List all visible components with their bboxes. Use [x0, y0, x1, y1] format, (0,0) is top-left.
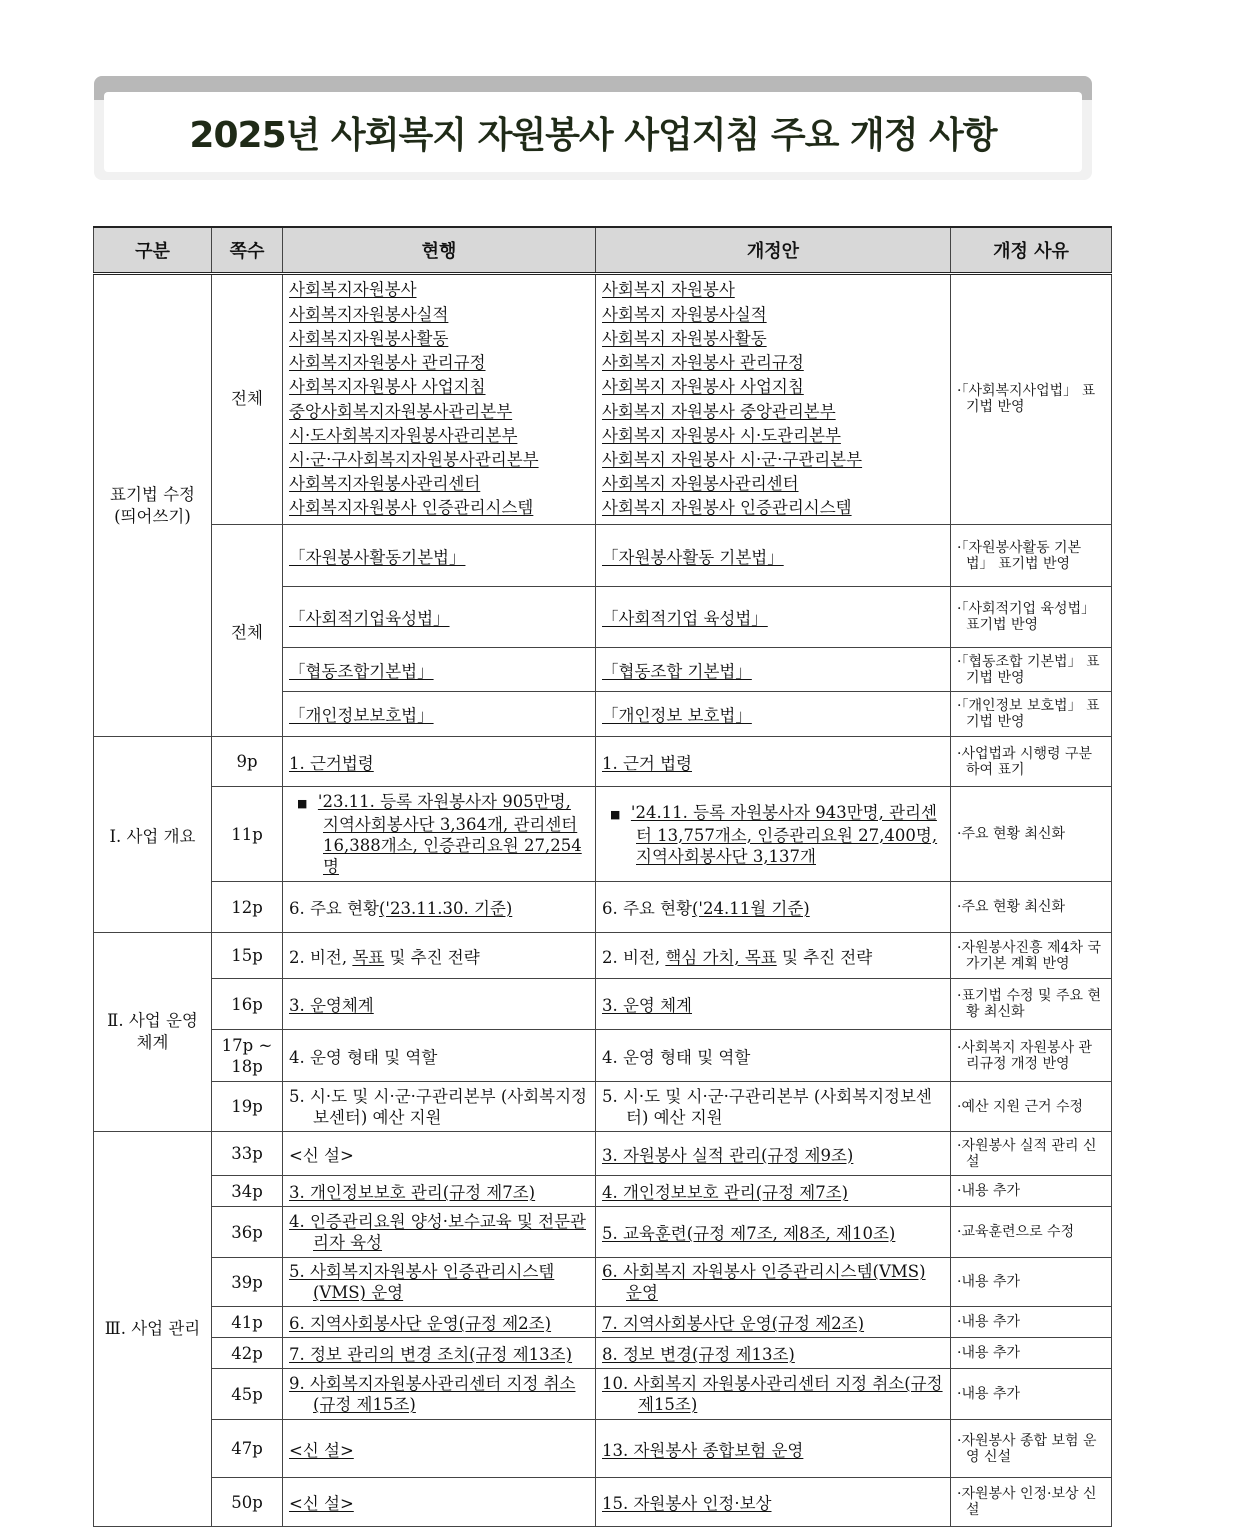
revised-cell: [596, 787, 951, 882]
table-row: [94, 1369, 1112, 1420]
list-item: 사회복지 자원봉사실적: [602, 304, 767, 324]
revised-text: 13. 자원봉사 종합보험 운영: [602, 1440, 804, 1460]
reason-cell: [951, 787, 1112, 882]
reason-text: ·내용 추가: [957, 1183, 1020, 1199]
revised-cell: [596, 1030, 951, 1082]
category-system: [94, 933, 212, 1132]
table-row: [94, 1030, 1112, 1082]
revision-table: [93, 226, 1112, 1527]
revised-cell: [596, 1176, 951, 1207]
header-revised: 개정안: [596, 227, 951, 274]
current-cell: [283, 1207, 596, 1258]
reason-text: ·자원봉사진흥 제4차 국가기본 계획 반영: [957, 939, 1101, 972]
current-text: 4. 운영 형태 및 역할: [289, 1047, 438, 1067]
revised-cell: [596, 1207, 951, 1258]
current-text-rest: 및 추진 전략: [384, 947, 480, 967]
page-cell: [212, 1030, 283, 1082]
reason-text: ·「자원봉사활동 기본법」 표기법 반영: [957, 539, 1082, 572]
reason-cell: [951, 1338, 1112, 1369]
list-item: 사회복지자원봉사활동: [289, 328, 449, 348]
revised-cell: [596, 1082, 951, 1132]
current-cell: [283, 787, 596, 882]
table-row: [94, 1478, 1112, 1527]
page-cell: 33p: [212, 1132, 283, 1176]
page-cell: 41p: [212, 1307, 283, 1338]
list-item: 사회복지자원봉사 사업지침: [289, 377, 486, 397]
current-text: 「협동조합기본법」: [289, 661, 434, 681]
revised-cell: [596, 1338, 951, 1369]
table-row: [94, 1420, 1112, 1478]
current-text: 6. 지역사회봉사단 운영(규정 제2조): [289, 1314, 552, 1333]
revised-cell: [596, 525, 951, 587]
current-date: ('23.11.30. 기준): [379, 899, 513, 918]
header-current: 현행: [283, 227, 596, 274]
reason-text: ·「사회복지사업법」 표기법 반영: [957, 383, 1096, 415]
page-cell: 16p: [212, 979, 283, 1030]
reason-cell: [951, 882, 1112, 933]
table-row: [94, 1258, 1112, 1307]
bullet-item: [602, 802, 944, 867]
page-cell: 45p: [212, 1369, 283, 1420]
table-row: [94, 979, 1112, 1030]
page-cell: 50p: [212, 1478, 283, 1527]
table-row: [94, 525, 1112, 587]
reason-cell: [951, 1258, 1112, 1307]
current-text: 6. 주요 현황: [289, 899, 379, 918]
reason-cell: [951, 1176, 1112, 1207]
page-cell: 47p: [212, 1420, 283, 1478]
current-cell: [283, 1338, 596, 1369]
list-item: 시·군·구사회복지자원봉사관리본부: [289, 449, 539, 469]
revised-cell: [596, 1258, 951, 1307]
page-title: 2025년 사회복지 자원봉사 사업지침 주요 개정 사항: [189, 114, 997, 156]
reason-cell: [951, 274, 1112, 525]
revised-cell: [596, 933, 951, 979]
reason-cell: [951, 1420, 1112, 1478]
list-item: 사회복지 자원봉사 인증관리시스템: [602, 498, 852, 518]
current-text: <신 설>: [289, 1440, 354, 1460]
current-cell: [283, 1082, 596, 1132]
current-cell: [283, 933, 596, 979]
current-cell: [283, 587, 596, 648]
category-management: [94, 1132, 212, 1527]
revised-text: 5. 교육훈련(규정 제7조, 제8조, 제10조): [602, 1224, 896, 1243]
reason-text: ·내용 추가: [957, 1274, 1020, 1290]
current-cell: [283, 1176, 596, 1207]
reason-cell: [951, 1030, 1112, 1082]
current-cell: [283, 1307, 596, 1338]
list-item: 사회복지 자원봉사 관리규정: [602, 353, 804, 373]
reason-text: ·내용 추가: [957, 1386, 1020, 1402]
reason-text: ·사업법과 시행령 구분하여 표기: [957, 745, 1093, 778]
revised-text: 15. 자원봉사 인정·보상: [602, 1494, 772, 1513]
reason-cell: [951, 587, 1112, 648]
current-cell: [283, 1258, 596, 1307]
current-text: 「사회적기업육성법」: [289, 609, 450, 628]
reason-cell: [951, 1082, 1112, 1132]
reason-text: ·사회복지 자원봉사 관리규정 개정 반영: [957, 1039, 1093, 1072]
page-cell: 34p: [212, 1176, 283, 1207]
current-text: 4. 인증관리요원 양성·보수교육 및 전문관리자 육성: [289, 1212, 586, 1252]
current-cell: [283, 1478, 596, 1527]
reason-cell: [951, 1207, 1112, 1258]
table-row: [94, 1176, 1112, 1207]
current-cell: [283, 1420, 596, 1478]
revised-text: '24.11. 등록 자원봉사자 943만명, 관리센터 13,757개소, 인증관리요원 27,400명, 지역사회봉사단 3,137개: [630, 802, 938, 866]
list-item: 사회복지자원봉사 인증관리시스템: [289, 498, 534, 518]
list-item: 시·도사회복지자원봉사관리본부: [289, 425, 518, 445]
revised-cell: [596, 1132, 951, 1176]
current-text: <신 설>: [289, 1145, 354, 1165]
revised-changed: 핵심 가치, 목표: [665, 947, 777, 967]
reason-cell: [951, 1307, 1112, 1338]
revised-text: 6. 주요 현황: [602, 899, 692, 918]
current-text: 「자원봉사활동기본법」: [289, 547, 466, 567]
current-cell: [283, 692, 596, 737]
bullet-icon: ■: [297, 797, 308, 810]
reason-cell: [951, 648, 1112, 692]
table-row: [94, 737, 1112, 787]
table-row: [94, 1082, 1112, 1132]
title-box: [104, 92, 1082, 172]
category-overview: Ⅰ. 사업 개요: [94, 737, 212, 933]
current-text: 7. 정보 관리의 변경 조치(규정 제13조): [289, 1345, 573, 1364]
revised-text: 5. 시·도 및 시·군·구관리본부 (사회복지정보센터) 예산 지원: [602, 1086, 932, 1127]
current-text: '23.11. 등록 자원봉사자 905만명, 지역사회봉사단 3,364개, 관리센터 16,388개소, 인증관리요원 27,254명: [317, 792, 582, 876]
reason-text: ·「사회적기업 육성법」 표기법 반영: [957, 601, 1096, 633]
table-row: [94, 1132, 1112, 1176]
page-cell: 12p: [212, 882, 283, 933]
current-cell: [283, 882, 596, 933]
revised-cell: [596, 979, 951, 1030]
revised-text: 3. 운영 체계: [602, 996, 692, 1015]
reason-cell: [951, 737, 1112, 787]
reason-cell: [951, 933, 1112, 979]
list-item: 사회복지 자원봉사관리센터: [602, 474, 799, 494]
reason-text: ·내용 추가: [957, 1314, 1020, 1330]
revised-cell: [596, 1369, 951, 1420]
list-item: 사회복지 자원봉사 중앙관리본부: [602, 401, 836, 421]
current-cell: [283, 737, 596, 787]
current-text: 3. 운영체계: [289, 996, 374, 1015]
page-text: 17p ~ 18p: [221, 1035, 273, 1076]
table-row: [94, 1207, 1112, 1258]
reason-text: ·주요 현황 최신화: [957, 899, 1066, 915]
revised-cell: [596, 737, 951, 787]
reason-cell: [951, 1369, 1112, 1420]
current-text: 2. 비전,: [289, 947, 353, 967]
revised-text: 「협동조합 기본법」: [602, 661, 752, 681]
revised-date: ('24.11월 기준): [692, 899, 810, 918]
current-text: 5. 사회복지자원봉사 인증관리시스템(VMS) 운영: [289, 1262, 555, 1302]
reason-text: ·주요 현황 최신화: [957, 826, 1066, 842]
page-cell: 19p: [212, 1082, 283, 1132]
bullet-item: [289, 791, 589, 877]
current-cell: [283, 1030, 596, 1082]
category-label: Ⅲ. 사업 관리: [104, 1319, 201, 1338]
revised-cell: [596, 1478, 951, 1527]
reason-cell: [951, 1132, 1112, 1176]
reason-cell: [951, 525, 1112, 587]
reason-text: ·자원봉사 인정·보상 신설: [957, 1486, 1097, 1518]
current-text: 3. 개인정보보호 관리(규정 제7조): [289, 1183, 536, 1202]
table-row: [94, 1307, 1112, 1338]
revised-cell: [596, 692, 951, 737]
header-page: 쪽수: [212, 227, 283, 274]
revised-text: 10. 사회복지 자원봉사관리센터 지정 취소(규정 제15조): [602, 1374, 943, 1414]
revised-text-rest: 및 추진 전략: [776, 947, 873, 967]
list-item: 중앙사회복지자원봉사관리본부: [289, 401, 513, 421]
category-spacing: [94, 274, 212, 737]
header-category: 구분: [94, 227, 212, 274]
reason-cell: [951, 1478, 1112, 1527]
table-row: [94, 882, 1112, 933]
list-item: 사회복지자원봉사 관리규정: [289, 353, 486, 373]
reason-text: ·내용 추가: [957, 1345, 1020, 1361]
revised-cell: [596, 648, 951, 692]
page-cell: 11p: [212, 787, 283, 882]
table-row: [94, 787, 1112, 882]
current-text: 1. 근거법령: [289, 753, 374, 773]
page-cell: 전체: [212, 525, 283, 737]
current-cell: [283, 979, 596, 1030]
reason-cell: [951, 692, 1112, 737]
list-item: 사회복지 자원봉사 시·도관리본부: [602, 425, 841, 445]
reason-cell: [951, 979, 1112, 1030]
current-cell: [283, 1132, 596, 1176]
list-item: 사회복지자원봉사: [289, 280, 417, 300]
revised-text: 2. 비전,: [602, 947, 666, 967]
current-text: <신 설>: [289, 1494, 354, 1513]
current-text: 5. 시·도 및 시·군·구관리본부 (사회복지정보센터) 예산 지원: [289, 1086, 587, 1127]
page-cell: 전체: [212, 274, 283, 525]
revised-text: 3. 자원봉사 실적 관리(규정 제9조): [602, 1145, 854, 1165]
page-cell: 9p: [212, 737, 283, 787]
revised-text: 「자원봉사활동 기본법」: [602, 547, 784, 567]
revised-text: 4. 운영 형태 및 역할: [602, 1047, 751, 1067]
list-item: 사회복지 자원봉사활동: [602, 328, 767, 348]
revised-cell: [596, 1307, 951, 1338]
reason-text: ·「개인정보 보호법」 표기법 반영: [957, 698, 1100, 730]
bullet-icon: ■: [610, 807, 621, 821]
current-text: 9. 사회복지자원봉사관리센터 지정 취소(규정 제15조): [289, 1374, 576, 1414]
reason-text: ·예산 지원 근거 수정: [957, 1098, 1083, 1115]
revised-text: 4. 개인정보보호 관리(규정 제7조): [602, 1183, 849, 1202]
reason-text: ·자원봉사 종합 보험 운영 신설: [957, 1432, 1097, 1465]
page-cell: 36p: [212, 1207, 283, 1258]
page-cell: 39p: [212, 1258, 283, 1307]
list-item: 사회복지 자원봉사: [602, 280, 735, 300]
revised-text: 「사회적기업 육성법」: [602, 609, 768, 628]
revised-list: [596, 274, 951, 525]
category-label: 표기법 수정 (띄어쓰기): [110, 484, 195, 526]
list-item: 사회복지자원봉사관리센터: [289, 474, 481, 494]
category-label: Ⅱ. 사업 운영 체계: [107, 1011, 198, 1052]
revised-text: 6. 사회복지 자원봉사 인증관리시스템(VMS) 운영: [602, 1262, 926, 1302]
page-cell: 15p: [212, 933, 283, 979]
reason-text: ·「협동조합 기본법」 표기법 반영: [957, 653, 1100, 686]
revised-text: 1. 근거 법령: [602, 753, 692, 773]
current-cell: [283, 648, 596, 692]
page-cell: 42p: [212, 1338, 283, 1369]
revised-cell: [596, 587, 951, 648]
table-row: [94, 933, 1112, 979]
current-changed: 목표: [352, 947, 385, 967]
current-cell: [283, 1369, 596, 1420]
table-row: [94, 1338, 1112, 1369]
list-item: 사회복지 자원봉사 사업지침: [602, 377, 804, 397]
reason-text: ·교육훈련으로 수정: [957, 1224, 1075, 1240]
revised-text: 7. 지역사회봉사단 운영(규정 제2조): [602, 1314, 865, 1333]
table-header-row: [94, 227, 1112, 274]
revised-text: 8. 정보 변경(규정 제13조): [602, 1345, 795, 1364]
revised-text: 「개인정보 보호법」: [602, 706, 752, 725]
list-item: 사회복지 자원봉사 시·군·구관리본부: [602, 449, 863, 469]
reason-text: ·표기법 수정 및 주요 현황 최신화: [957, 988, 1101, 1020]
reason-text: ·자원봉사 실적 관리 신설: [957, 1137, 1097, 1170]
revised-cell: [596, 1420, 951, 1478]
current-text: 「개인정보보호법」: [289, 706, 434, 725]
revised-cell: [596, 882, 951, 933]
current-list: [283, 274, 596, 525]
list-item: 사회복지자원봉사실적: [289, 304, 449, 324]
table-row: [94, 274, 1112, 525]
header-reason: 개정 사유: [951, 227, 1112, 274]
current-cell: [283, 525, 596, 587]
